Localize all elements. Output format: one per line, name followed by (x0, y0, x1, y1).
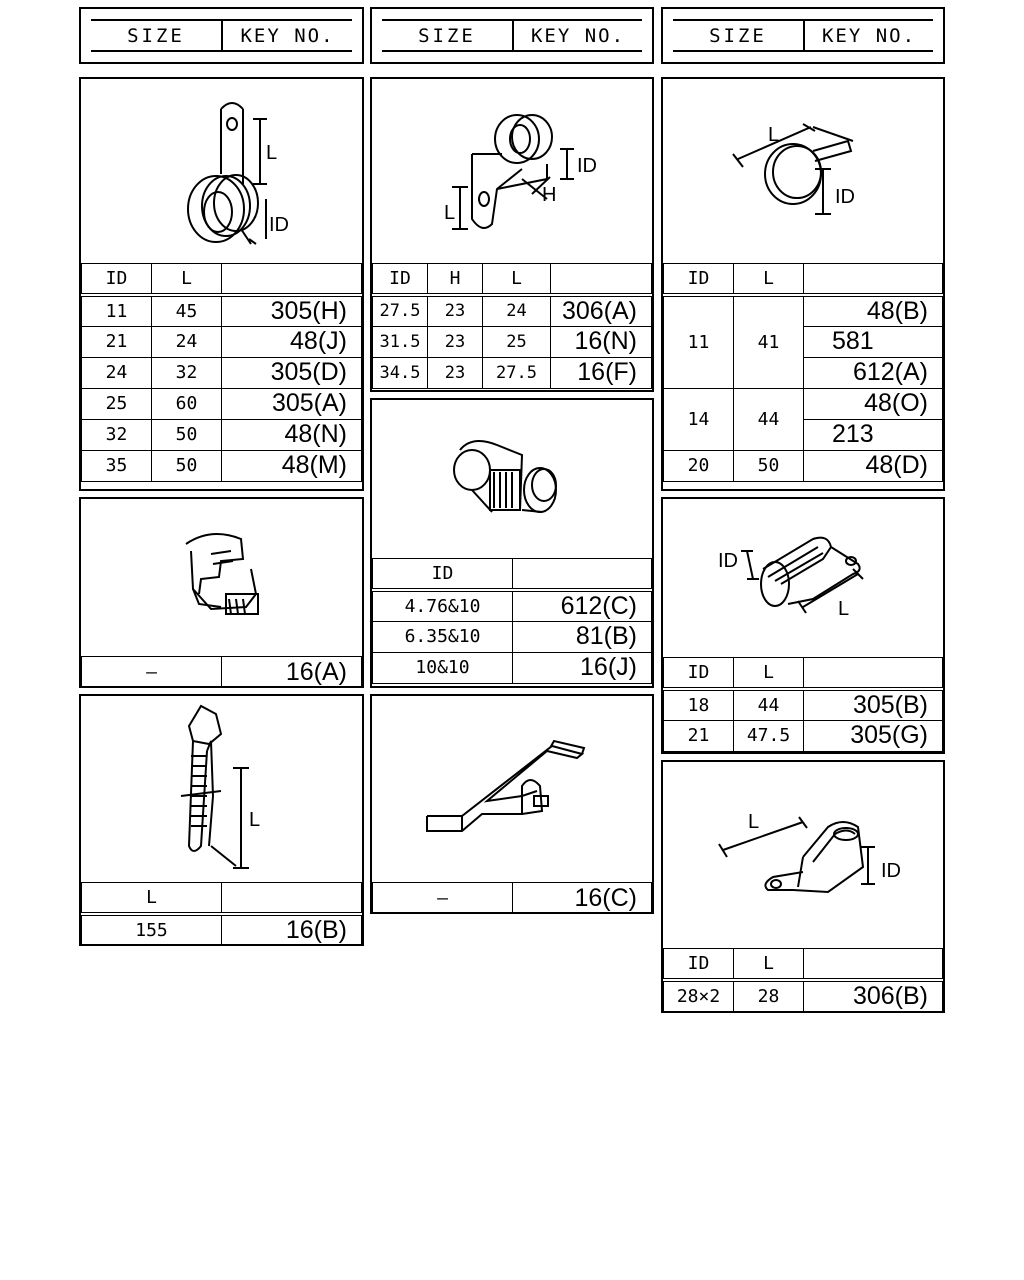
dim-id-label: ID (577, 155, 597, 177)
cell-key: 305(G) (804, 720, 943, 751)
cell-size: — (82, 657, 222, 688)
col-key (804, 949, 943, 980)
cell-key: 306(A) (551, 295, 652, 327)
cell-l: 24 (152, 326, 222, 357)
col-id: ID (373, 559, 513, 590)
dim-h-label: H (542, 184, 557, 206)
table-row (664, 450, 943, 481)
col-l: L (734, 658, 804, 689)
table-row (82, 357, 362, 388)
col-h: H (428, 264, 483, 295)
col-key (513, 559, 652, 590)
table-row (373, 326, 652, 357)
table-row (373, 357, 652, 388)
col-key (222, 264, 362, 295)
table-row (664, 295, 943, 327)
cell-key: 305(A) (222, 388, 362, 419)
dim-l-label: L (838, 598, 850, 620)
dim-id-label: ID (881, 860, 901, 882)
clamp-band-figure (663, 79, 943, 263)
cell-id: 21 (82, 326, 152, 357)
cell-key: 16(F) (551, 357, 652, 388)
table-row (373, 652, 652, 683)
dim-l-label: L (266, 142, 278, 164)
dim-l-label: L (748, 811, 760, 833)
table-row (664, 720, 943, 751)
loop-clamp-icon (81, 79, 362, 263)
table-row (373, 883, 652, 914)
panel-clamp-oval (661, 760, 945, 1013)
table-header (664, 658, 943, 689)
table-row (82, 914, 362, 946)
cell-id: 6.35&10 (373, 621, 513, 652)
header-col-2 (370, 7, 654, 64)
cell-l: 60 (152, 388, 222, 419)
cell-id: 24 (82, 357, 152, 388)
cell-id: 34.5 (373, 357, 428, 388)
plate-clip-icon (372, 696, 652, 882)
cell-l: 45 (152, 295, 222, 327)
clip-icon (81, 499, 362, 656)
table-row (82, 295, 362, 327)
spring-clamp-icon (663, 499, 943, 657)
table-row (664, 980, 943, 1012)
cell-key: 16(J) (513, 652, 652, 683)
table-row (664, 689, 943, 721)
col-id: ID (664, 658, 734, 689)
key-no-header: KEY NO. (240, 24, 335, 47)
panel-tie-band (79, 694, 364, 946)
cell-key: 306(B) (804, 980, 943, 1012)
cell-l: 28 (734, 980, 804, 1012)
panel-clamp-double (370, 398, 654, 688)
clamp-double-table (372, 558, 652, 684)
cell-h: 23 (428, 326, 483, 357)
cell-id: 10&10 (373, 652, 513, 683)
cell-id: 11 (664, 295, 734, 389)
cell-l: 44 (734, 689, 804, 721)
panel-clamp-spring (661, 497, 945, 754)
cell-key: 48(B) (804, 295, 943, 327)
cell-key: 16(A) (222, 657, 362, 688)
header-col-3 (661, 7, 945, 64)
table-row (82, 657, 362, 688)
col-id: ID (373, 264, 428, 295)
table-row (373, 621, 652, 652)
cell-id: 32 (82, 419, 152, 450)
clamp-single-figure (81, 79, 362, 263)
table-header (373, 559, 652, 590)
dim-l-label: L (444, 202, 456, 224)
cell-id: 31.5 (373, 326, 428, 357)
cell-key: 16(N) (551, 326, 652, 357)
size-header: SIZE (382, 21, 514, 50)
panel-clamp-clip (79, 497, 364, 688)
tie-band-icon (81, 696, 362, 882)
cell-l: 50 (152, 450, 222, 481)
col-key (804, 658, 943, 689)
cell-id: 25 (82, 388, 152, 419)
header-col-1 (79, 7, 364, 64)
col-l: L (152, 264, 222, 295)
dim-l-label: L (768, 124, 780, 146)
cell-key: 305(H) (222, 295, 362, 327)
cell-key: 581 (804, 326, 943, 357)
cell-key: 81(B) (513, 621, 652, 652)
clamp-bracket-figure (372, 79, 652, 263)
table-header (664, 264, 943, 295)
table-row (82, 450, 362, 481)
cell-key: 16(C) (513, 883, 652, 914)
cell-id: 4.76&10 (373, 590, 513, 622)
clamp-spring-figure (663, 499, 943, 657)
cell-key: 48(O) (804, 388, 943, 419)
col-id: ID (664, 264, 734, 295)
cell-key: 612(A) (804, 357, 943, 388)
clamp-double-figure (372, 400, 652, 558)
cell-key: 48(N) (222, 419, 362, 450)
cell-l: 32 (152, 357, 222, 388)
cell-h: 23 (428, 295, 483, 327)
table-header (373, 264, 652, 295)
dim-id-label: ID (835, 186, 855, 208)
dim-l-label: L (249, 809, 261, 831)
table-row (373, 590, 652, 622)
col-l: L (734, 264, 804, 295)
plate-clip-figure (372, 696, 652, 882)
key-no-header: KEY NO. (530, 24, 626, 47)
cell-l: 47.5 (734, 720, 804, 751)
cell-l: 24 (483, 295, 551, 327)
bracket-clamp-icon (372, 79, 652, 263)
col-l: L (82, 883, 222, 914)
clamp-spring-table (663, 657, 943, 752)
size-header: SIZE (673, 21, 805, 50)
table-row (82, 419, 362, 450)
cell-key: 213 (804, 419, 943, 450)
col-key (804, 264, 943, 295)
cell-key: 305(B) (804, 689, 943, 721)
table-header (664, 949, 943, 980)
clamp-single-table (81, 263, 362, 482)
clamp-bracket-table (372, 263, 652, 389)
cell-id: 35 (82, 450, 152, 481)
cell-key: 48(J) (222, 326, 362, 357)
panel-plate-clip (370, 694, 654, 914)
oval-clamp-icon (663, 762, 943, 948)
cell-key: 48(M) (222, 450, 362, 481)
col-l: L (734, 949, 804, 980)
col-id: ID (664, 949, 734, 980)
size-header: SIZE (91, 21, 223, 50)
table-row (664, 388, 943, 419)
col-key (551, 264, 652, 295)
cell-l: 155 (82, 914, 222, 946)
cell-l: 41 (734, 295, 804, 389)
cell-key: 612(C) (513, 590, 652, 622)
panel-clamp-bracket (370, 77, 654, 392)
panel-clamp-band (661, 77, 945, 491)
cell-l: 25 (483, 326, 551, 357)
double-clamp-icon (372, 400, 652, 558)
key-no-header: KEY NO. (821, 24, 917, 47)
clamp-band-table (663, 263, 943, 482)
cell-l: 50 (734, 450, 804, 481)
cell-id: 14 (664, 388, 734, 450)
col-key (222, 883, 362, 914)
col-l: L (483, 264, 551, 295)
dim-id-label: ID (718, 550, 738, 572)
tie-band-figure (81, 696, 362, 882)
cell-key: 48(D) (804, 450, 943, 481)
cell-id: 27.5 (373, 295, 428, 327)
clamp-oval-table (663, 948, 943, 1012)
cell-id: 21 (664, 720, 734, 751)
clamp-clip-table (81, 656, 362, 688)
cell-l: 50 (152, 419, 222, 450)
cell-key: 16(B) (222, 914, 362, 946)
table-row (373, 295, 652, 327)
cell-id: 18 (664, 689, 734, 721)
table-header (82, 883, 362, 914)
col-id: ID (82, 264, 152, 295)
panel-clamp-single (79, 77, 364, 491)
table-row (82, 326, 362, 357)
dim-id-label: ID (269, 214, 289, 236)
cell-h: 23 (428, 357, 483, 388)
tie-band-table (81, 882, 362, 946)
table-header (82, 264, 362, 295)
cell-l: 44 (734, 388, 804, 450)
table-row (82, 388, 362, 419)
cell-key: 305(D) (222, 357, 362, 388)
cell-id: 20 (664, 450, 734, 481)
cell-id: 11 (82, 295, 152, 327)
clamp-clip-figure (81, 499, 362, 656)
band-clamp-icon (663, 79, 943, 263)
cell-l: 27.5 (483, 357, 551, 388)
clamp-oval-figure (663, 762, 943, 948)
cell-id: 28×2 (664, 980, 734, 1012)
plate-clip-table (372, 882, 652, 914)
cell-size: — (373, 883, 513, 914)
